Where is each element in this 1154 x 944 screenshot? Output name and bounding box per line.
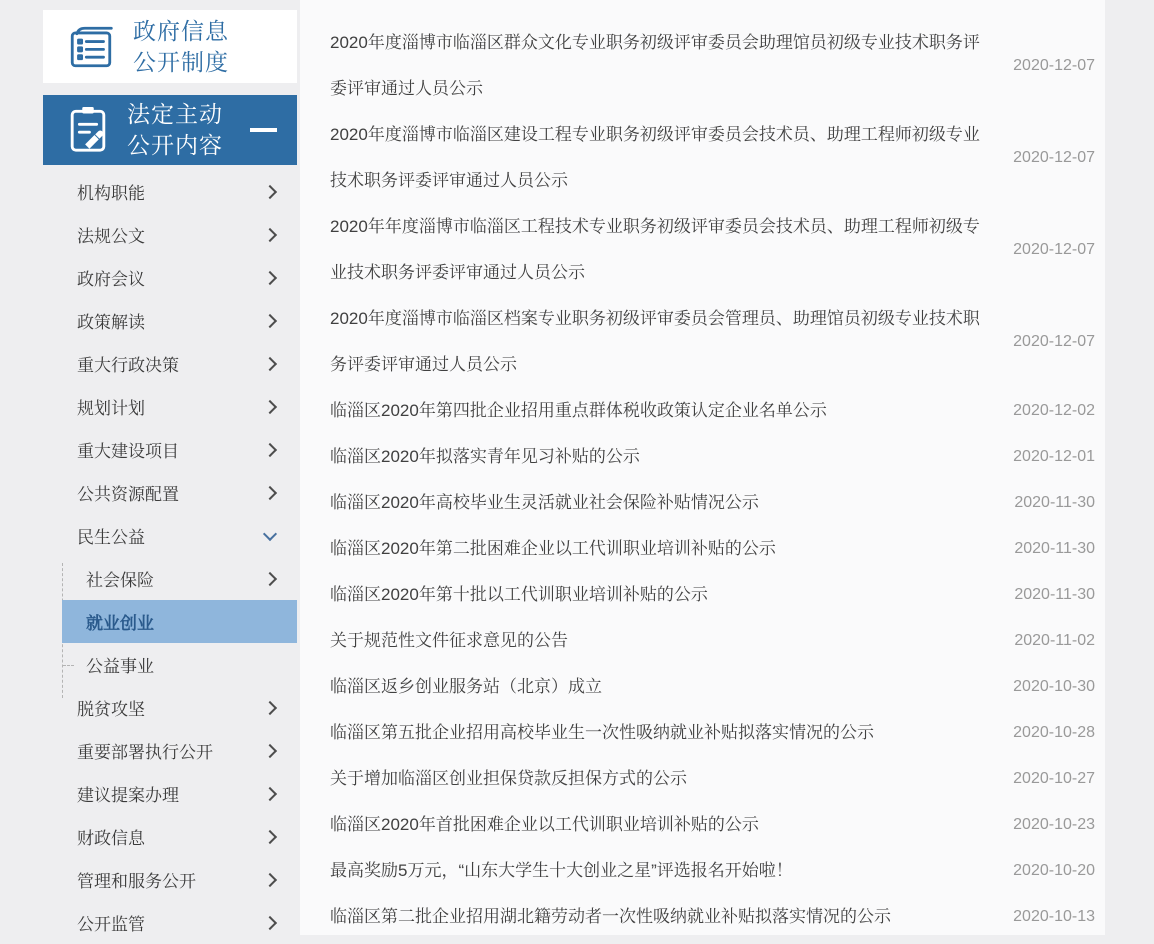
news-date: 2020-12-07: [1013, 149, 1095, 166]
minus-icon[interactable]: [250, 128, 277, 132]
chevron-right-icon: [263, 184, 277, 198]
chevron-right-icon: [263, 786, 277, 800]
news-row: [300, 296, 1105, 388]
sidebar: [43, 10, 297, 944]
news-date: 2020-12-01: [1013, 448, 1095, 465]
news-title-link[interactable]: 临淄区2020年第四批企业招用重点群体税收政策认定企业名单公示: [330, 401, 827, 420]
statutory-disclosure-title: 法定主动 公开内容: [127, 101, 223, 158]
news-title-link[interactable]: 临淄区第二批企业招用湖北籍劳动者一次性吸纳就业补贴拟落实情况的公示: [330, 907, 891, 926]
chevron-right-icon: [263, 442, 277, 456]
news-row: [300, 894, 1105, 940]
sidebar-subitem-selected[interactable]: [62, 600, 297, 643]
sidebar-item[interactable]: [43, 170, 297, 213]
news-title-link[interactable]: 临淄区第五批企业招用高校毕业生一次性吸纳就业补贴拟落实情况的公示: [330, 723, 874, 742]
tree-connector: [63, 665, 74, 666]
news-title-link[interactable]: 临淄区2020年首批困难企业以工代训职业培训补贴的公示: [330, 815, 759, 834]
sidebar-item[interactable]: [43, 213, 297, 256]
sidebar-item[interactable]: [43, 342, 297, 385]
news-title-link[interactable]: 2020年年度淄博市临淄区工程技术专业职务初级评审委员会技术员、助理工程师初级专业技术职务评委评审通过人员公示: [330, 217, 980, 282]
sidebar-item-label: 机构职能: [77, 184, 145, 203]
chevron-right-icon: [263, 571, 277, 585]
chevron-right-icon: [263, 743, 277, 757]
news-title-link[interactable]: 最高奖励5万元，“山东大学生十大创业之星”评选报名开始啦！: [330, 861, 793, 880]
news-date: 2020-10-23: [1013, 816, 1095, 833]
news-row: [300, 848, 1105, 894]
news-title-link[interactable]: 临淄区返乡创业服务站（北京）成立: [330, 677, 602, 696]
clipboard-pencil-icon: [65, 103, 111, 157]
news-row: [300, 388, 1105, 434]
chevron-right-icon: [263, 356, 277, 370]
news-date: 2020-10-30: [1013, 678, 1095, 695]
sidebar-subitem-label: 公益事业: [86, 657, 154, 676]
sidebar-item[interactable]: [43, 901, 297, 944]
news-date: 2020-10-28: [1013, 724, 1095, 741]
sidebar-item-label: 政府会议: [77, 270, 145, 289]
news-date: 2020-10-13: [1013, 908, 1095, 925]
statutory-disclosure-header[interactable]: [43, 95, 297, 165]
sidebar-item-label: 公开监管: [77, 915, 145, 934]
news-row: [300, 526, 1105, 572]
sidebar-subitem[interactable]: [62, 643, 297, 686]
sidebar-item-label: 民生公益: [77, 528, 145, 547]
news-row: [300, 756, 1105, 802]
sidebar-item-label: 法规公文: [77, 227, 145, 246]
news-date: 2020-11-30: [1014, 540, 1095, 557]
sidebar-item[interactable]: [43, 686, 297, 729]
news-row: [300, 572, 1105, 618]
sidebar-item-label: 规划计划: [77, 399, 145, 418]
news-row: [300, 20, 1105, 112]
chevron-right-icon: [263, 700, 277, 714]
news-title-link[interactable]: 临淄区2020年第二批困难企业以工代训职业培训补贴的公示: [330, 539, 776, 558]
news-row: [300, 434, 1105, 480]
news-date: 2020-11-30: [1014, 586, 1095, 603]
chevron-right-icon: [263, 915, 277, 929]
chevron-right-icon: [263, 485, 277, 499]
sidebar-item[interactable]: [43, 385, 297, 428]
news-date: 2020-12-07: [1013, 241, 1095, 258]
sidebar-item-label: 管理和服务公开: [77, 872, 196, 891]
sidebar-subitem[interactable]: [62, 557, 297, 600]
news-date: 2020-11-02: [1014, 632, 1095, 649]
chevron-right-icon: [263, 829, 277, 843]
sidebar-item-label: 公共资源配置: [77, 485, 179, 504]
sidebar-item-label: 重大建设项目: [77, 442, 179, 461]
gov-info-disclosure-card[interactable]: [43, 10, 297, 83]
sidebar-item-label: 脱贫攻坚: [77, 700, 145, 719]
sidebar-item-label: 财政信息: [77, 829, 145, 848]
chevron-right-icon: [263, 399, 277, 413]
news-title-link[interactable]: 临淄区2020年高校毕业生灵活就业社会保险补贴情况公示: [330, 493, 759, 512]
news-date: 2020-12-02: [1013, 402, 1095, 419]
chevron-right-icon: [263, 313, 277, 327]
news-title-link[interactable]: 2020年度淄博市临淄区群众文化专业职务初级评审委员会助理馆员初级专业技术职务评委评审通过人员公示: [330, 33, 980, 98]
chevron-right-icon: [263, 227, 277, 241]
news-list: [300, 20, 1105, 940]
news-row: [300, 204, 1105, 296]
chevron-right-icon: [263, 270, 277, 284]
main-content: [300, 0, 1105, 935]
chevron-down-icon: [263, 526, 277, 540]
news-title-link[interactable]: 2020年度淄博市临淄区建设工程专业职务初级评审委员会技术员、助理工程师初级专业技术职务评委评审通过人员公示: [330, 125, 980, 190]
sidebar-item[interactable]: [43, 514, 297, 557]
news-row: [300, 112, 1105, 204]
news-row: [300, 802, 1105, 848]
news-row: [300, 480, 1105, 526]
sidebar-item[interactable]: [43, 729, 297, 772]
news-title-link[interactable]: 关于增加临淄区创业担保贷款反担保方式的公示: [330, 769, 687, 788]
sidebar-item[interactable]: [43, 772, 297, 815]
sidebar-item[interactable]: [43, 256, 297, 299]
news-title-link[interactable]: 临淄区2020年拟落实青年见习补贴的公示: [330, 447, 640, 466]
news-title-link[interactable]: 临淄区2020年第十批以工代训职业培训补贴的公示: [330, 585, 708, 604]
news-row: [300, 664, 1105, 710]
sidebar-item-label: 重大行政决策: [77, 356, 179, 375]
news-title-link[interactable]: 关于规范性文件征求意见的公告: [330, 631, 568, 650]
news-title-link[interactable]: 2020年度淄博市临淄区档案专业职务初级评审委员会管理员、助理馆员初级专业技术职务评委评审通过人员公示: [330, 309, 980, 374]
news-date: 2020-10-27: [1013, 770, 1095, 787]
sidebar-item[interactable]: [43, 471, 297, 514]
sidebar-item[interactable]: [43, 299, 297, 342]
news-date: 2020-12-07: [1013, 333, 1095, 350]
news-date: 2020-12-07: [1013, 57, 1095, 74]
news-date: 2020-10-20: [1013, 862, 1095, 879]
sidebar-subitem-label: 社会保险: [86, 571, 154, 590]
news-row: [300, 710, 1105, 756]
sidebar-item[interactable]: [43, 815, 297, 858]
gov-info-disclosure-title: 政府信息 公开制度: [133, 17, 229, 75]
sidebar-item[interactable]: [43, 428, 297, 471]
sidebar-subitem-label: 就业创业: [86, 614, 154, 633]
chevron-right-icon: [263, 872, 277, 886]
news-row: [300, 618, 1105, 664]
sidebar-item-label: 重要部署执行公开: [77, 743, 213, 762]
sidebar-item-label: 建议提案办理: [77, 786, 179, 805]
sidebar-item-label: 政策解读: [77, 313, 145, 332]
news-date: 2020-11-30: [1014, 494, 1095, 511]
sidebar-item[interactable]: [43, 858, 297, 901]
sidebar-submenu: [62, 557, 297, 686]
document-list-icon: [65, 22, 117, 72]
sidebar-menu: [43, 170, 297, 944]
